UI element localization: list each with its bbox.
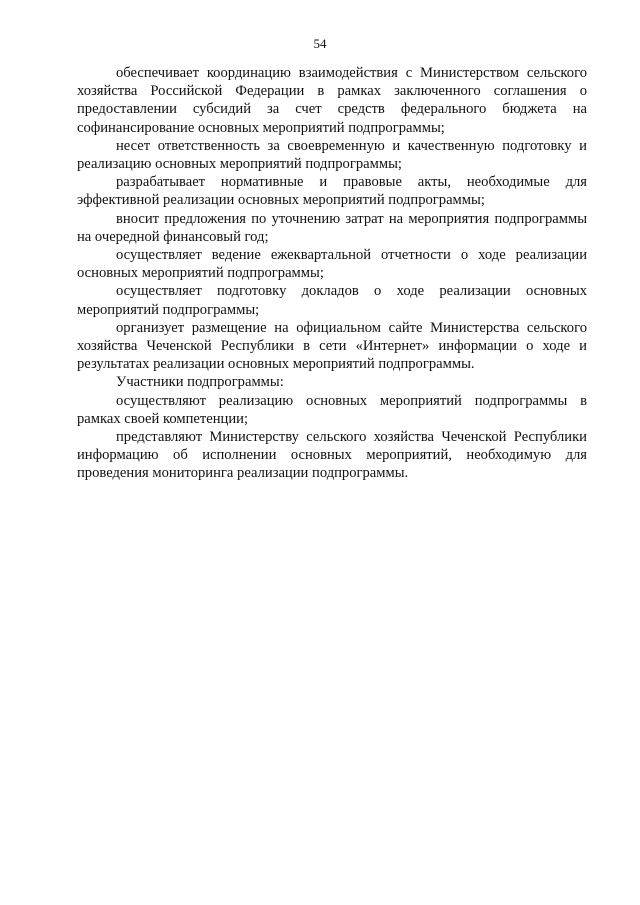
document-body [77,64,587,483]
section-heading: Участники подпрограммы: [116,374,284,391]
paragraph: представляют Министерству сельского хозяйства Чеченской Республики информацию об исполнении основных мероприятий, необходимую для проведения мониторинга реализации подпрограммы. [77,429,587,482]
paragraph: разрабатывает нормативные и правовые акты, необходимые для эффективной реализации основных мероприятий подпрограммы; [77,174,587,209]
paragraph: осуществляет подготовку докладов о ходе реализации основных мероприятий подпрограммы; [77,283,587,318]
paragraph: осуществляет ведение ежеквартальной отчетности о ходе реализации основных мероприятий подпрограммы; [77,247,587,282]
paragraph: организует размещение на официальном сайте Министерства сельского хозяйства Чеченской Республики в сети «Интернет» информации о ходе и результатах реализации основных мероприятий подпрограммы. [77,319,587,373]
paragraph: несет ответственность за своевременную и качественную подготовку и реализацию основных мероприятий подпрограммы; [77,137,587,173]
paragraph: осуществляют реализацию основных мероприятий подпрограммы в рамках своей компетенции; [77,392,587,427]
page-number: 54 [313,36,327,51]
paragraph: обеспечивает координацию взаимодействия с Министерством сельского хозяйства Российской Федерации в рамках заключенного соглашения о предоставлении субсидий за счет средств федерального бюджета на софинансирование основных мероприятий подпрограммы; [77,65,587,136]
paragraph: вносит предложения по уточнению затрат на мероприятия подпрограммы на очередной финансовый год; [77,210,587,245]
